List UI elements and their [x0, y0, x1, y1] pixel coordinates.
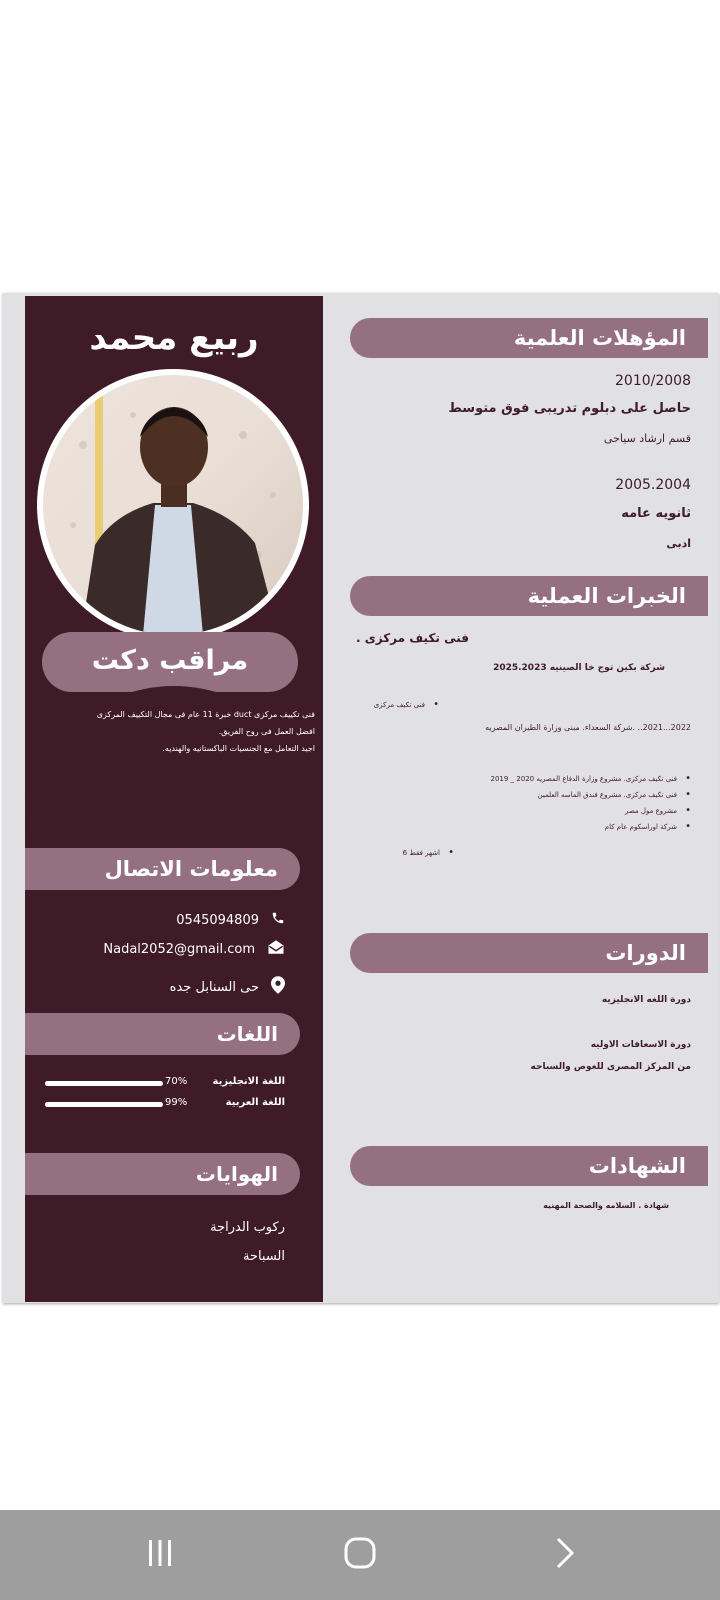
profile-line: فنى تكييف مركزى duct خبرة 11 عام فى مجال التكييف المركزى	[96, 710, 315, 719]
job-title-badge: مراقب دكت	[42, 632, 298, 692]
skill-bar-track	[45, 1102, 163, 1107]
languages-heading: اللغات	[25, 1013, 300, 1055]
skill-percent: 70%	[165, 1076, 188, 1087]
experience-heading: الخبرات العملية	[350, 576, 708, 616]
hobbies-heading: الهوايات	[25, 1153, 300, 1195]
language-row-arabic	[45, 1097, 285, 1113]
contact-heading: معلومات الاتصال	[25, 848, 300, 890]
list-item: • شركة اوراسكوم عام كام	[491, 819, 692, 835]
envelope-icon	[267, 939, 285, 959]
profile-photo	[43, 375, 303, 635]
course-item: دورة اللغه الانجليزيه	[601, 995, 691, 1005]
experience-note-text: اشهر فقط 6	[402, 849, 440, 857]
hobbies-list	[210, 1213, 285, 1271]
experience-item: • فنى تكيف مركزى	[373, 699, 439, 710]
list-item: • فنى تكيف مركزى. مشروع فندق الماسه العلمين	[491, 787, 692, 803]
phone-row	[176, 909, 285, 931]
back-icon	[554, 1536, 576, 1574]
skill-percent: 99%	[165, 1097, 188, 1108]
education-degree: ثانويه عامه	[621, 506, 691, 521]
certificate-item: شهادة . السلامه والصحة المهنيه	[543, 1201, 669, 1210]
email-address: Nadal2052@gmail.com	[103, 941, 255, 957]
recent-apps-button[interactable]	[120, 1510, 200, 1600]
course-item: دورة الاسعافات الاوليه	[590, 1040, 691, 1050]
profile-line: افضل العمل فى روح الفريق.	[218, 727, 315, 736]
resume-document	[3, 293, 719, 1303]
experience-project-list	[491, 771, 692, 835]
education-detail: قسم ارشاد سياحى	[603, 432, 691, 445]
person-name: ربيع محمد	[89, 318, 259, 358]
back-button[interactable]	[525, 1510, 605, 1600]
certificates-heading: الشهادات	[350, 1146, 708, 1186]
experience-role: فنى تكيف مركزى .	[356, 631, 469, 645]
experience-note: • اشهر فقط 6	[402, 847, 454, 858]
language-row-english	[45, 1076, 285, 1092]
address-row	[170, 976, 285, 998]
skill-bar-fill	[45, 1102, 162, 1107]
profile-line: اجيد التعامل مع الجنسيات الباكستانيه والهنديه.	[162, 744, 315, 753]
education-years: 2005.2004	[615, 477, 691, 493]
phone-number: 0545094809	[176, 912, 259, 928]
resume-sidebar	[25, 296, 323, 1302]
experience-item: 2022...2021.. .شركة السعداء. مبنى وزارة الطيران المصريه	[485, 723, 691, 732]
location-pin-icon	[271, 976, 285, 998]
courses-heading: الدورات	[350, 933, 708, 973]
hobby-item: السباحة	[242, 1249, 285, 1264]
recent-apps-icon	[144, 1537, 176, 1573]
list-item: • مشروع مول مصر	[491, 803, 692, 819]
education-years: 2010/2008	[615, 373, 691, 389]
profile-summary	[65, 706, 315, 757]
address-text: حى السنابل جده	[169, 979, 259, 995]
hobby-item: ركوب الدراجة	[210, 1220, 285, 1235]
education-degree: حاصل على دبلوم تدريبى فوق متوسط	[448, 401, 691, 416]
language-name: اللغة العربية	[225, 1097, 285, 1108]
home-icon	[343, 1536, 377, 1574]
email-row	[103, 938, 285, 960]
list-item: • فنى تكيف مركزى. مشروع وزارة الدفاع المصريه 2020 _ 2019	[491, 771, 692, 787]
experience-item-text: فنى تكيف مركزى	[373, 701, 425, 709]
skill-bar-fill	[45, 1081, 128, 1086]
education-heading: المؤهلات العلمية	[350, 318, 708, 358]
home-button[interactable]	[320, 1510, 400, 1600]
skill-bar-track	[45, 1081, 163, 1086]
experience-company: شركة بكين توج خا الصينيه 2025.2023	[493, 663, 665, 673]
language-name: اللغة الانجليزية	[212, 1076, 285, 1087]
phone-icon	[271, 911, 285, 929]
course-item: من المزكز المصرى للغوص والسباحه	[530, 1062, 691, 1072]
education-detail: ادبى	[666, 537, 691, 550]
system-navigation-bar	[0, 1510, 720, 1600]
